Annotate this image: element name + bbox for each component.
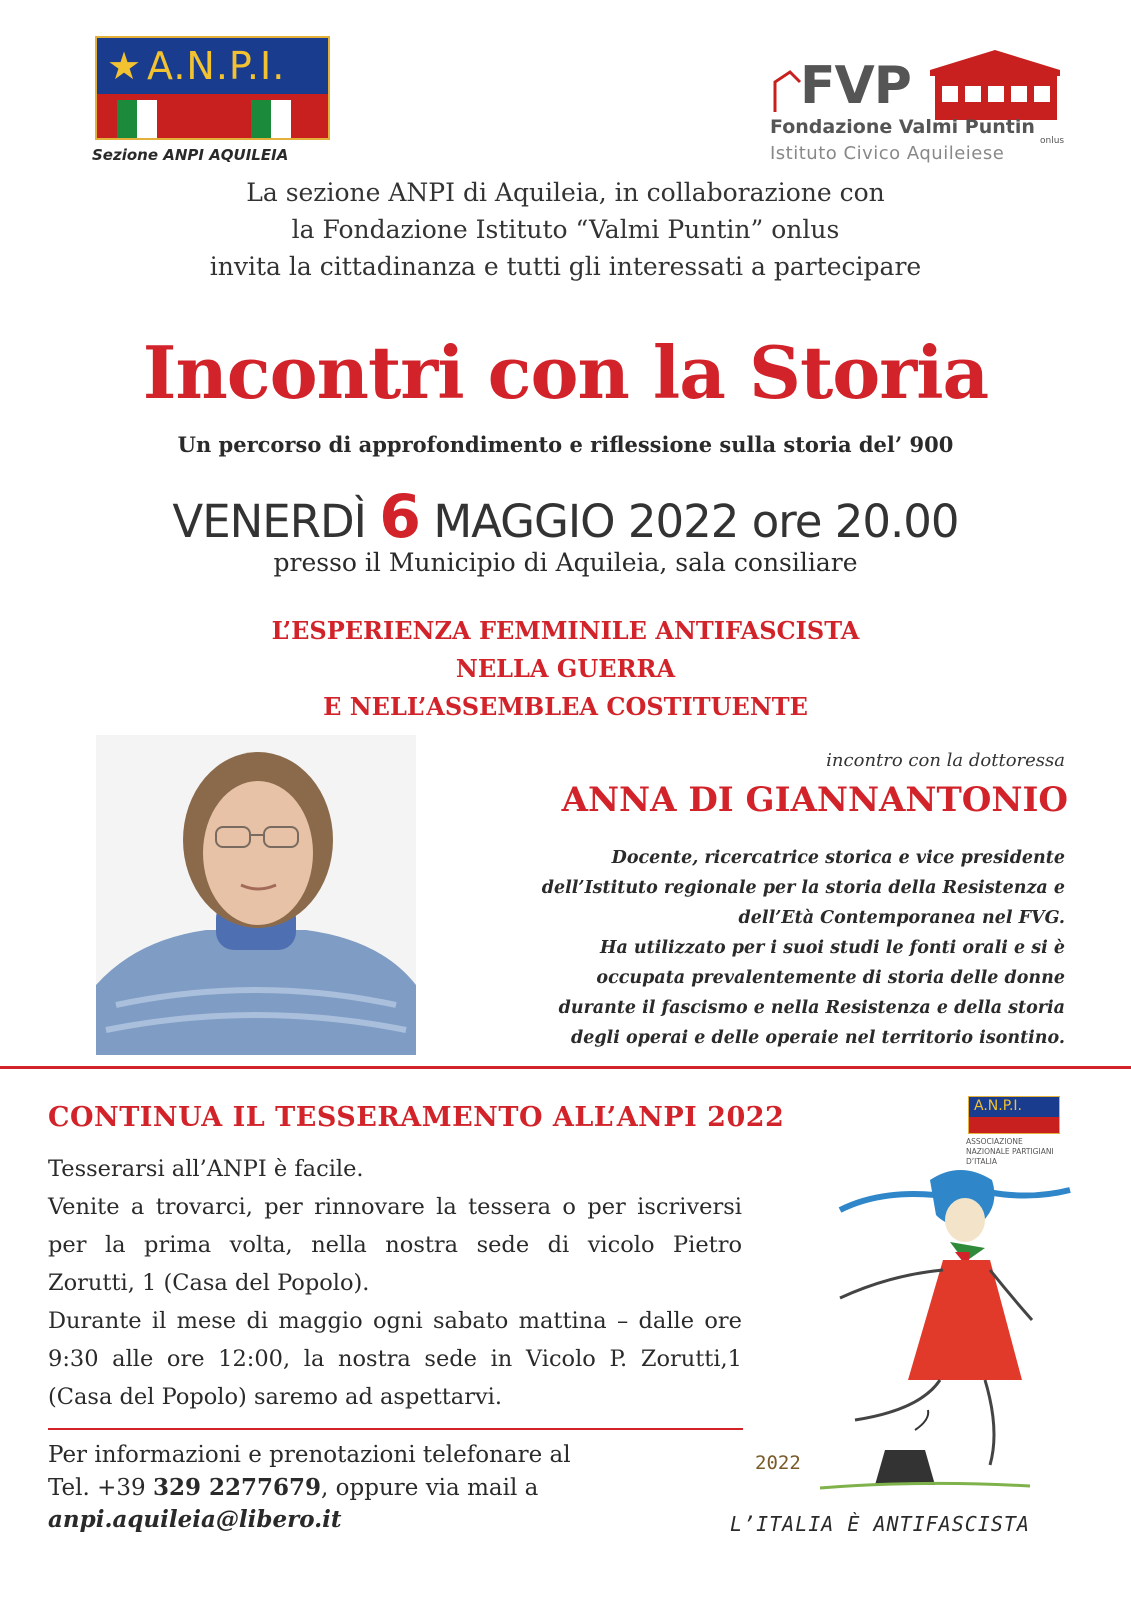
event-theme-line: NELLA GUERRA bbox=[455, 654, 676, 683]
bio-line: occupata prevalentemente di storia delle donne bbox=[596, 968, 1065, 988]
event-day: 6 bbox=[379, 482, 420, 552]
anpi-logo-text: A.N.P.I. bbox=[147, 44, 286, 88]
event-title: Incontri con la Storia bbox=[142, 330, 989, 415]
membership-line: 9:30 alle ore 12:00, la nostra sede in Vicolo P. Zorutti,1 bbox=[48, 1346, 742, 1372]
contact-divider bbox=[48, 1428, 743, 1430]
anpi-logo bbox=[95, 36, 330, 140]
mini-anpi-caption: ASSOCIAZIONE NAZIONALE PARTIGIANI D’ITALIA bbox=[966, 1137, 1054, 1166]
contact-mid: , oppure via mail a bbox=[321, 1475, 539, 1501]
tel-prefix: Tel. +39 bbox=[48, 1475, 153, 1501]
bio-line: Docente, ricercatrice storica e vice presidente bbox=[611, 848, 1065, 868]
intro-line: La sezione ANPI di Aquileia, in collaborazione con bbox=[246, 178, 885, 207]
section-divider bbox=[0, 1066, 1131, 1069]
meeting-intro: incontro con la dottoressa bbox=[826, 750, 1065, 771]
fvp-onlus-label: onlus bbox=[1040, 136, 1065, 146]
poster-year: 2022 bbox=[755, 1452, 801, 1474]
intro-line: invita la cittadinanza e tutti gli interessati a partecipare bbox=[209, 252, 922, 281]
fvp-foundation-name: Fondazione Valmi Puntin bbox=[770, 116, 1035, 138]
event-subtitle: Un percorso di approfondimento e riflessione sulla storia del’ 900 bbox=[177, 432, 954, 457]
membership-title: CONTINUA IL TESSERAMENTO ALL’ANPI 2022 bbox=[48, 1102, 785, 1133]
italian-flag-icon bbox=[117, 100, 177, 138]
bio-line: dell’Istituto regionale per la storia della Resistenza e bbox=[541, 878, 1065, 898]
contact-line: Per informazioni e prenotazioni telefonare al bbox=[48, 1442, 571, 1468]
intro-line: la Fondazione Istituto “Valmi Puntin” onlus bbox=[291, 215, 840, 244]
star-icon: ★ bbox=[107, 44, 142, 88]
membership-line: Durante il mese di maggio ogni sabato mattina – dalle ore bbox=[48, 1308, 742, 1334]
fvp-institute-name: Istituto Civico Aquileiese bbox=[770, 143, 1005, 164]
fvp-logo-letters: FVP bbox=[800, 56, 911, 116]
anpi-section-label: Sezione ANPI AQUILEIA bbox=[92, 146, 289, 164]
email-link[interactable]: anpi.aquileia@libero.it bbox=[48, 1506, 342, 1533]
mini-anpi-text: A.N.P.I. bbox=[974, 1098, 1022, 1114]
bio-line: dell’Età Contemporanea nel FVG. bbox=[738, 908, 1065, 928]
event-theme-line: L’ESPERIENZA FEMMINILE ANTIFASCISTA bbox=[271, 616, 860, 645]
bio-line: durante il fascismo e nella Resistenza e della storia bbox=[558, 998, 1065, 1018]
membership-line: Tesserarsi all’ANPI è facile. bbox=[48, 1156, 364, 1182]
membership-line: Venite a trovarci, per rinnovare la tessera o per iscriversi bbox=[48, 1194, 742, 1220]
poster-slogan: L’ITALIA È ANTIFASCISTA bbox=[730, 1512, 1030, 1536]
membership-line: (Casa del Popolo) saremo ad aspettarvi. bbox=[48, 1384, 503, 1410]
mini-anpi-logo bbox=[968, 1096, 1060, 1134]
bio-line: Ha utilizzato per i suoi studi le fonti orali e si è bbox=[599, 938, 1065, 958]
italian-flag-icon bbox=[251, 100, 311, 138]
membership-line: Zorutti, 1 (Casa del Popolo). bbox=[48, 1270, 370, 1296]
event-month-year-time: MAGGIO 2022 ore 20.00 bbox=[433, 495, 959, 548]
event-date bbox=[0, 482, 1131, 552]
event-venue: presso il Municipio di Aquileia, sala consiliare bbox=[273, 548, 858, 577]
bio-line: degli operai e delle operaie nel territorio isontino. bbox=[570, 1028, 1065, 1048]
speaker-name: ANNA DI GIANNANTONIO bbox=[561, 780, 1068, 820]
contact-phone-line bbox=[48, 1474, 538, 1501]
speaker-portrait bbox=[96, 735, 416, 1055]
event-weekday: VENERDÌ bbox=[172, 495, 366, 548]
running-girl-illustration bbox=[760, 1120, 1090, 1540]
event-theme-line: E NELL’ASSEMBLEA COSTITUENTE bbox=[323, 692, 808, 721]
membership-line: per la prima volta, nella nostra sede di vicolo Pietro bbox=[48, 1232, 742, 1258]
phone-number[interactable]: 329 2277679 bbox=[153, 1474, 322, 1501]
